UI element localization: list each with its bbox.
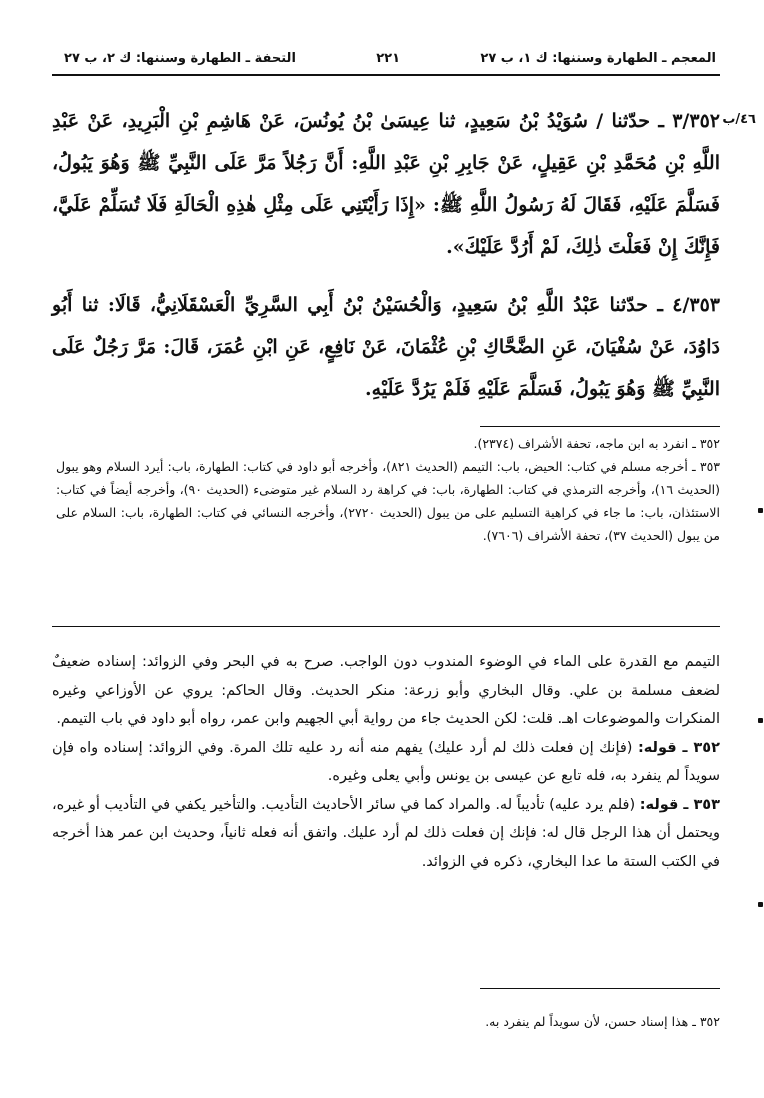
header-divider <box>52 74 720 76</box>
commentary-paragraph <box>52 791 720 877</box>
hadith-text: حدّثنا عَبْدُ اللَّهِ بْنُ سَعِيدٍ، وَالْحُسَيْنُ بْنُ أَبِي السَّرِيِّ الْعَسْقَلَانِيُّ، قَالَا: ثنا أَبُو دَاوُدَ، عَنْ سُفْيَانَ، عَنِ الضَّحَّاكِ بْنِ عُثْمَانَ، عَنْ نَافِعٍ، عَنِ ابْنِ عُمَرَ، قَالَ: مَرَّ رَجُلٌ عَلَى النَّبِيِّ ﷺ وَهُوَ يَبُولُ، فَسَلَّمَ عَلَيْهِ فَلَمْ يَرُدَّ عَلَيْهِ. <box>52 294 720 400</box>
misbah-divider <box>480 988 720 989</box>
hadith-text: حدّثنا / سُوَيْدُ بْنُ سَعِيدٍ، ثنا عِيسَىٰ بْنُ يُونُسَ، عَنْ هَاشِمِ بْنِ الْبَرِيدِ، عَنْ عَبْدِ اللَّهِ بْنِ مُحَمَّدِ بْنِ عَقِيلٍ، عَنْ جَابِرِ بْنِ عَبْدِ اللَّهِ: أَنَّ رَجُلاً مَرَّ عَلَى النَّبِيِّ ﷺ وَهُوَ يَبُولُ، فَسَلَّمَ عَلَيْهِ، فَقَالَ لَهُ رَسُولُ اللَّهِ ﷺ: «إِذَا رَأَيْتَنِي عَلَى مِثْلِ هٰذِهِ الْحَالَةِ فَلَا تُسَلِّمْ عَلَيَّ، فَإِنَّكَ إِنْ فَعَلْتَ ذٰلِكَ، لَمْ أَرُدَّ عَلَيْكَ». <box>52 110 720 258</box>
page-header <box>64 46 716 70</box>
commentary-label: ٣٥٣ ـ قوله: <box>639 796 720 813</box>
commentary-divider <box>52 626 720 627</box>
header-right-reference: المعجم ـ الطهارة وسننها: ك ١، ب ٢٧ <box>480 50 716 66</box>
hadith-352 <box>52 100 720 268</box>
manuscript-folio-note: ٤٦/ب <box>722 112 756 127</box>
commentary-paragraph <box>52 734 720 791</box>
commentary-text: التيمم مع القدرة على الماء في الوضوء المندوب دون الواجب. صرح به في البحر وفي الزوائد: إسناده ضعيفٌ لضعف مسلمة بن علي. وقال البخاري وأبو زرعة: منكر الحديث. وقال الحاكم: يروي عن الأوزاعي وغيره المنكرات والموضوعات اهـ. قلت: لكن الحديث جاء من رواية أبي الجهيم وابن عمر، رواه أبو داود في باب التيمم. <box>52 654 720 727</box>
page-number: ٢٢١ <box>376 50 401 66</box>
takhrij-divider <box>480 426 720 427</box>
header-left-reference: التحفة ـ الطهارة وسننها: ك ٢، ب ٢٧ <box>64 50 296 66</box>
margin-mark <box>758 718 763 723</box>
takhrij-note: ٣٥٢ ـ انفرد به ابن ماجه، تحفة الأشراف (٢٣٧٤). <box>473 436 720 451</box>
commentary-text: (فإنك إن فعلت ذلك لم أرد عليك) يفهم منه أنه رد عليه تلك المرة. وفي الزوائد: إسناده واه فإن سويداً لم ينفرد به، فله تابع عن عيسى بن يونس وأبي يعلى وغيره. <box>52 739 720 784</box>
hadith-353 <box>52 284 720 410</box>
commentary-text: (فلم يرد عليه) تأديباً له. والمراد كما في سائر الأحاديث التأديب. والتأخير يكفي في التأديب أو غيره، ويحتمل أن هذا الرجل قال له: فإنك إن فعلت ذلك لم أرد عليك. واتفق أنه فعله ثانياً، وحديث ابن عمر هذا أخرجه في الكتب الستة ما عدا البخاري، ذكره في الزوائد. <box>52 796 720 870</box>
hadith-number: ٤/٣٥٣ ـ <box>657 294 720 316</box>
takhrij-footnotes <box>56 432 720 547</box>
margin-mark <box>758 508 763 513</box>
commentary-label: ٣٥٢ ـ قوله: <box>637 739 720 756</box>
margin-mark <box>758 902 763 907</box>
misbah-text: ٣٥٢ ـ هذا إسناد حسن، لأن سويداً لم ينفرد به. <box>485 1014 720 1029</box>
takhrij-note: ٣٥٣ ـ أخرجه مسلم في كتاب: الحيض، باب: التيمم (الحديث ٨٢١)، وأخرجه أبو داود في كتاب: الطهارة، باب: أيرد السلام وهو يبول (الحديث ١٦)، وأخرجه الترمذي في كتاب: الطهارة، باب: في كراهة رد السلام غير متوضىء (الحديث ٩٠)، وأخرجه أيضاً في كتاب: الاستئذان، باب: ما جاء في كراهية التسليم على من يبول (الحديث ٢٧٢٠)، وأخرجه النسائي في كتاب: الطهارة، باب: السلام على من يبول (الحديث ٣٧)، تحفة الأشراف (٧٦٠٦). <box>56 459 721 543</box>
commentary-paragraph <box>52 648 720 734</box>
sindi-commentary <box>52 648 720 876</box>
hadith-number: ٣/٣٥٢ ـ <box>658 110 720 132</box>
misbah-note <box>56 1010 720 1033</box>
